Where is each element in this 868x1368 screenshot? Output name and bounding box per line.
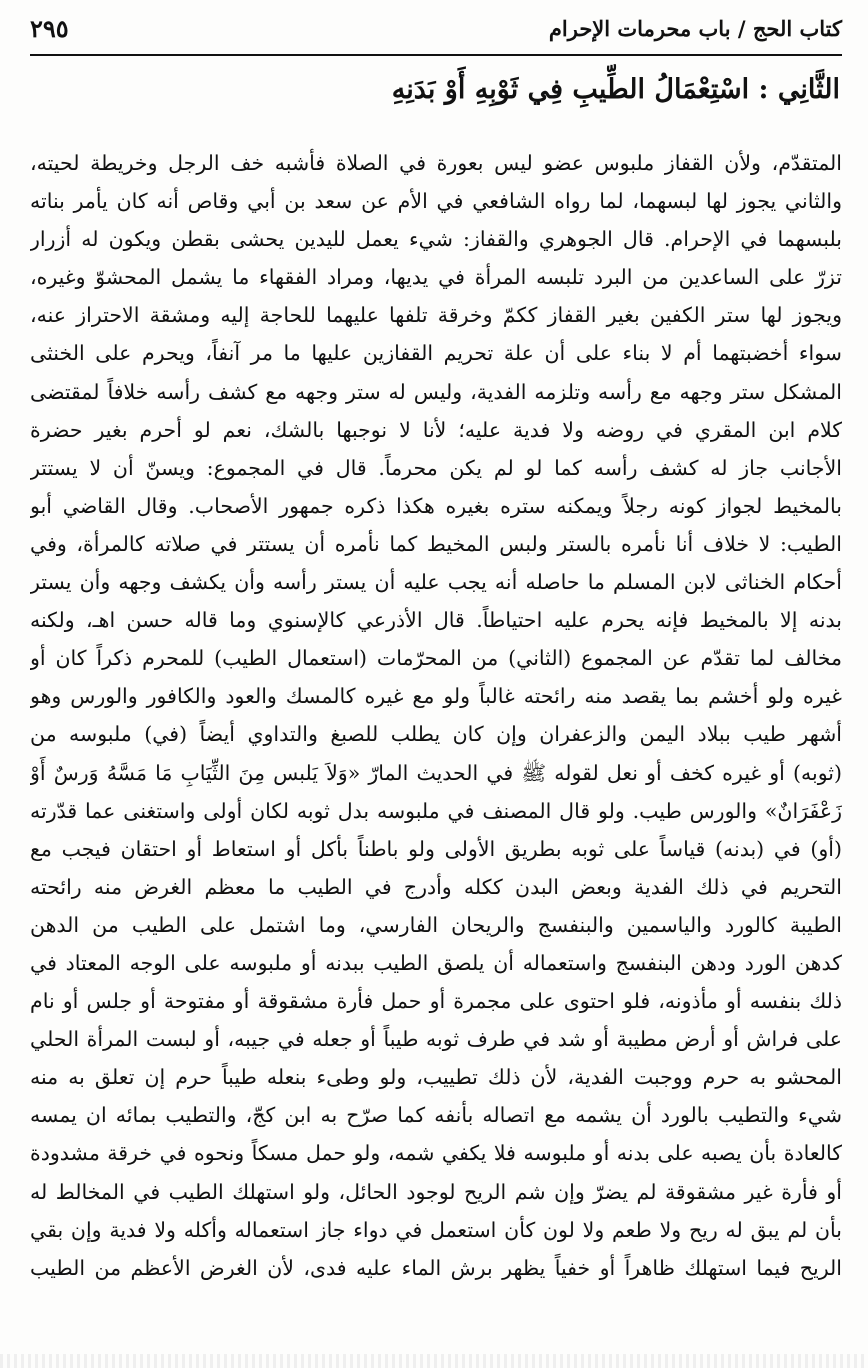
running-header: [30, 10, 842, 52]
text-line: بدنه إلا بالمخيط فإنه يحرم عليه احتياطاً. قال الأذرعي كالإسنوي وما قاله حسن اهـ، ولكنه: [30, 608, 842, 633]
page-number: ٢٩٥: [30, 14, 69, 43]
text-line: الطيبة كالورد والياسمين والبنفسج والريحان الفارسي، وما اشتمل على الطيب من الدهن: [30, 912, 842, 937]
text-line: بأن لم يبق له ريح ولا طعم ولا لون كأن استعمل في دواء جاز استعماله وأكله ولا فدية وإن بقي: [30, 1217, 842, 1242]
text-line: أشهر طيب ببلاد اليمن والزعفران وإن كان يطلب للصبغ والتداوي أيضاً (في) ملبوسه من: [30, 722, 842, 747]
text-line: بالمخيط لجواز كونه رجلاً ويمكنه ستره بغيره هكذا ذكره جمهور الأصحاب. وقال القاضي أبو: [30, 493, 842, 518]
text-line: غيره ولو أخشم بما يقصد منه رائحته غالباً ولو مع غيره كالمسك والعود والكافور والورس وهو: [30, 684, 842, 709]
text-line: سواء أخضبتهما أم لا بناء على أن علة تحريم القفازين عليها ما مر آنفاً، ويحرم على الخنثى: [30, 341, 842, 366]
text-line: أحكام الخناثى لابن المسلم ما حاصله أنه يجب عليه أن يستر رأسه وأن يكشف وجهه وأن يستر: [30, 570, 842, 595]
text-line: ويجوز لها ستر الكفين بغير القفاز ككمّ وخرقة تلفها عليهما للحاجة إليه ومشقة الاحتراز عنه،: [30, 303, 842, 328]
text-line: كالعادة بأن يصبه على بدنه أو ملبوسه فلا يكفي شمه، ولو حمل مسكاً ونحوه في خرقة مشدودة: [30, 1141, 842, 1166]
header-divider: [30, 54, 842, 56]
text-line: كدهن الورد ودهن البنفسج واستعماله أن يلصق الطيب ببدنه أو ملبوسه على الوجه المعتاد في: [30, 950, 842, 975]
text-line: أو فأرة غير مشقوقة لم يضرّ وإن شم الريح لوجود الحائل، ولو استهلك الطيب في المخالط له: [30, 1179, 842, 1204]
text-line: شيء والتطيب بالورد أن يشمه مع اتصاله بأنفه كما صرّح به ابن كجّ، والتطيب بمائه ان يمسه: [30, 1103, 842, 1128]
text-line: بلبسهما في الإحرام. قال الجوهري والقفاز: شيء يعمل لليدين يحشى بقطن ويكون له أزرار: [30, 227, 842, 252]
text-line: كلام ابن المقري في روضه ولا فدية عليه؛ لأنا لا نوجبها بالشك، نعم لو أحرم بغير حضرة: [30, 417, 842, 442]
text-line: الأجانب جاز له كشف رأسه كما لو لم يكن محرماً. قال في المجموع: ويسنّ أن لا يستتر: [30, 455, 842, 480]
text-line: المحشو به حرم ووجبت الفدية، لأن ذلك تطييب، ولو وطىء بنعله طيباً حرم إن تعلق به منه: [30, 1065, 842, 1090]
text-line: الطيب: لا خلاف أنا نأمره بالستر ولبس المخيط كما نأمره أن يستتر في صلاته كالمرأة، وفي: [30, 531, 842, 556]
text-line: (أو) في (بدنه) قياساً على ثوبه بطريق الأولى ولو باطناً بأكل أو استعاط أو احتقان فيجب مع: [30, 836, 842, 861]
body-text: [30, 144, 842, 1287]
text-line: الريح فيما استهلك ظاهراً أو خفياً يظهر برش الماء عليه فدى، لأن الغرض الأعظم من الطيب: [30, 1255, 842, 1280]
section-heading: الثَّانِي : اسْتِعْمَالُ الطِّيبِ فِي ثَوْبِهِ أَوْ بَدَنِهِ: [391, 74, 840, 105]
header-title: كتاب الحج / باب محرمات الإحرام: [548, 16, 842, 41]
text-line: مخالف لما تقدّم عن المجموع (الثاني) من المحرّمات (استعمال الطيب) للمحرم ذكراً كان أو: [30, 646, 842, 671]
text-line: التحريم في ذلك الفدية وبعض البدن ككله وأدرج في الطيب ما معظم الغرض منه رائحته: [30, 874, 842, 899]
scan-edge-noise: [0, 1354, 868, 1368]
text-line: على فراش أو أرض مطيبة أو شد في طرف ثوبه طيباً أو جعله في جيبه، أو لبست المرأة الحلي: [30, 1027, 842, 1052]
text-line: تزرّ على الساعدين من البرد تلبسه المرأة في يديها، ومراد الفقهاء ما يشمل المحشوّ وغيره،: [30, 265, 842, 290]
text-line: زَعْفَرَانٌ» والورس طيب. ولو قال المصنف في ملبوسه بدل ثوبه لكان أولى واستغنى عما قدّرته: [30, 798, 842, 823]
text-line: والثاني يجوز لها لبسهما، لما رواه الشافعي في الأم عن سعد بن أبي وقاص أنه كان يأمر بناته: [30, 189, 842, 214]
text-line: (ثوبه) أو غيره كخف أو نعل لقوله ﷺ في الحديث المارّ «وَلاَ يَلبس مِنَ الثِّيَابِ مَا مَسَّهُ وَرسٌ أَوْ: [30, 760, 842, 785]
text-line: المتقدّم، ولأن القفاز ملبوس عضو ليس بعورة في الصلاة فأشبه خف الرجل وخريطة لحيته،: [30, 151, 842, 175]
text-line: ذلك بنفسه أو مأذونه، فلو احتوى على مجمرة أو حمل فأرة مشقوقة أو مفتوحة أو جلس أو نام: [30, 989, 842, 1014]
text-line: المشكل ستر وجهه مع رأسه وتلزمه الفدية، وليس له ستر وجهه مع كشف رأسه خلافاً لمقتضى: [30, 379, 842, 404]
